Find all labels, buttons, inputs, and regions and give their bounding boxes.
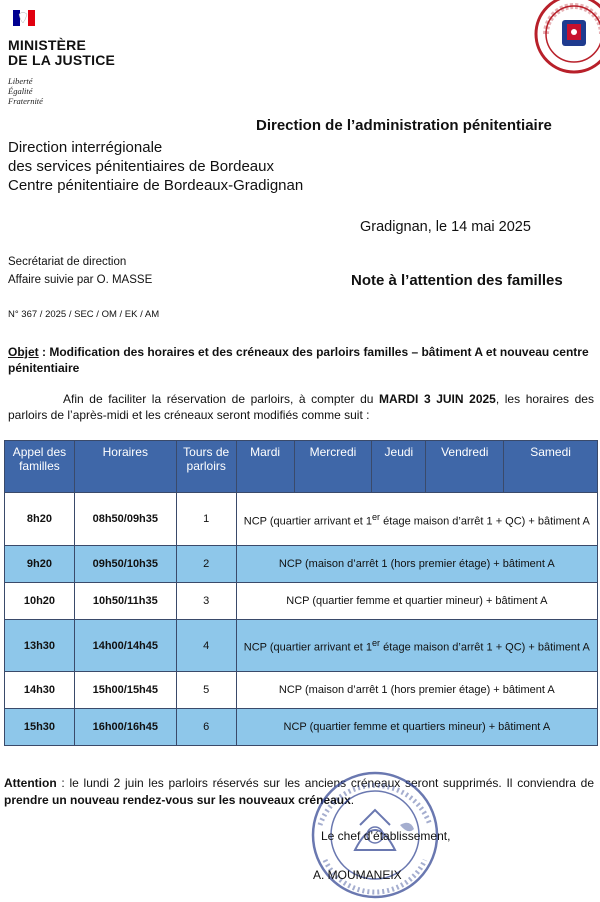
cell-tour: 4 (176, 620, 236, 672)
desc-text: NCP (quartier arrivant et 1 (243, 515, 372, 528)
cell-horaires: 15h00/15h45 (74, 672, 176, 709)
table-row (5, 709, 598, 746)
cell-horaires: 08h50/09h35 (74, 493, 176, 546)
attention-paragraph (4, 775, 594, 809)
ministry-name (8, 38, 115, 68)
cell-tour: 6 (176, 709, 236, 746)
cell-tour: 3 (176, 583, 236, 620)
cell-description: NCP (quartier femme et quartiers mineur) + bâtiment A (236, 709, 597, 746)
cell-appel: 10h20 (5, 583, 75, 620)
republic-motto (8, 76, 43, 106)
signature-name: A. MOUMANEIX (313, 868, 402, 882)
cell-horaires: 10h50/11h35 (74, 583, 176, 620)
secretariat-line-2: Affaire suivie par O. MASSE (8, 274, 153, 286)
intro-after: , les horaires des parloirs de l’après-midi et les créneaux seront modifiés comme suit : (8, 392, 594, 422)
table-row (5, 583, 598, 620)
attention-text: : le lundi 2 juin les parloirs réservés sur les anciens créneaux seront supprimés. Il conviendra de (56, 776, 594, 790)
subject-text: : Modification des horaires et des créneaux des parloirs familles – bâtiment A et nouveau centre pénitentiaire (8, 345, 589, 375)
table-row (5, 672, 598, 709)
cell-description (236, 493, 597, 546)
table-row (5, 546, 598, 583)
motto-egalite: Égalité (8, 86, 33, 96)
attention-label: Attention (4, 776, 57, 790)
attention-end: . (350, 793, 355, 807)
direction-address-block (8, 138, 303, 195)
cell-appel: 9h20 (5, 546, 75, 583)
direction-line-3: Centre pénitentiaire de Bordeaux-Gradignan (8, 177, 304, 194)
table-row (5, 620, 598, 672)
direction-line-2: des services pénitentiaires de Bordeaux (8, 158, 274, 175)
desc-text: étage maison d’arrêt 1 + QC) + bâtiment A (380, 641, 590, 654)
header-horaires: Horaires (74, 441, 176, 493)
attention-bold-text: prendre un nouveau rendez-vous sur les nouveaux créneaux (4, 793, 351, 807)
signature-title: Le chef d’établissement, (321, 829, 451, 843)
intro-paragraph (8, 391, 594, 423)
ministry-line-2: DE LA JUSTICE (8, 52, 116, 68)
cell-appel: 13h30 (5, 620, 75, 672)
intro-date: MARDI 3 JUIN 2025 (379, 392, 496, 406)
cell-tour: 2 (176, 546, 236, 583)
cell-description: NCP (quartier femme et quartier mineur) + bâtiment A (236, 583, 597, 620)
ministry-line-1: MINISTÈRE (8, 37, 87, 53)
header-jeudi: Jeudi (372, 441, 426, 493)
cell-appel: 14h30 (5, 672, 75, 709)
header-samedi: Samedi (504, 441, 598, 493)
subject-label: Objet (8, 345, 39, 359)
schedule-table (4, 440, 598, 746)
cell-description: NCP (maison d’arrêt 1 (hors premier étage) + bâtiment A (236, 546, 597, 583)
marianne-flag-icon (13, 8, 35, 30)
motto-fraternite: Fraternité (8, 96, 43, 106)
penitentiary-seal-icon (534, 0, 600, 74)
cell-appel: 8h20 (5, 493, 75, 546)
desc-text: NCP (quartier arrivant et 1 (243, 641, 372, 654)
desc-superscript: er (371, 511, 381, 522)
intro-before: Afin de faciliter la réservation de parloirs, à compter du (63, 392, 380, 406)
desc-superscript: er (371, 638, 381, 649)
secretariat-line-1: Secrétariat de direction (8, 256, 127, 268)
cell-appel: 15h30 (5, 709, 75, 746)
secretariat-block (8, 253, 152, 289)
reference-number: N° 367 / 2025 / SEC / OM / EK / AM (8, 309, 160, 320)
place-date: Gradignan, le 14 mai 2025 (360, 219, 531, 235)
cell-description (236, 620, 597, 672)
cell-tour: 1 (176, 493, 236, 546)
note-title: Note à l’attention des familles (351, 272, 563, 289)
cell-tour: 5 (176, 672, 236, 709)
table-header-row (5, 441, 598, 493)
direction-line-1: Direction interrégionale (8, 139, 163, 156)
cell-horaires: 16h00/16h45 (74, 709, 176, 746)
motto-liberte: Liberté (8, 76, 33, 86)
desc-text: étage maison d’arrêt 1 + QC) + bâtiment A (380, 515, 590, 528)
header-mardi: Mardi (236, 441, 294, 493)
cell-horaires: 09h50/10h35 (74, 546, 176, 583)
header-mercredi: Mercredi (294, 441, 372, 493)
header-tours: Tours de parloirs (176, 441, 236, 493)
direction-title: Direction de l’administration pénitentiaire (256, 117, 552, 134)
table-row (5, 493, 598, 546)
subject-paragraph (8, 344, 594, 376)
header-vendredi: Vendredi (426, 441, 504, 493)
header-appel: Appel des familles (5, 441, 75, 493)
cell-description: NCP (maison d’arrêt 1 (hors premier étage) + bâtiment A (236, 672, 597, 709)
cell-horaires: 14h00/14h45 (74, 620, 176, 672)
